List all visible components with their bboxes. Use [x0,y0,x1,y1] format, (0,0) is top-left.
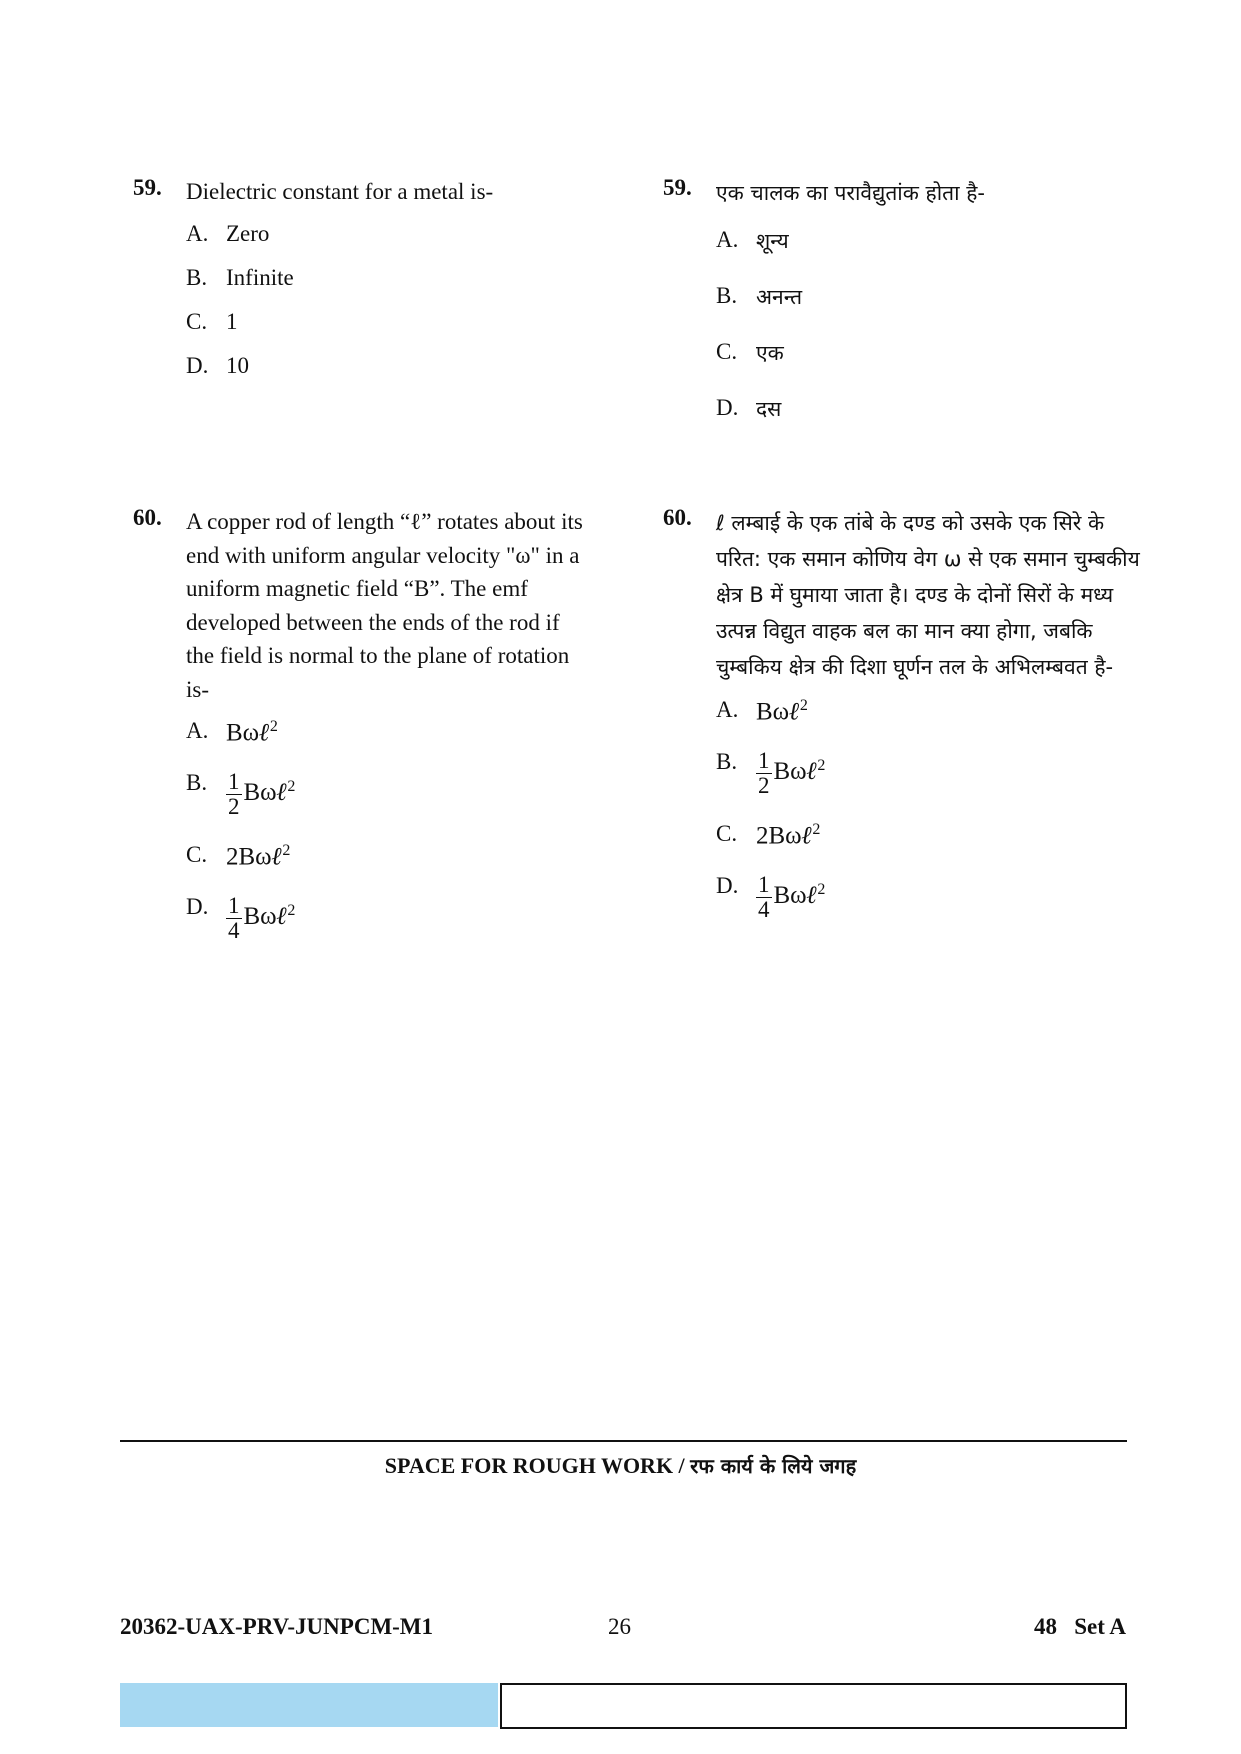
rough-work-label [0,1452,1241,1479]
options-list [186,718,593,966]
question-59-en [133,175,593,515]
fraction: $\frac{1}{4}$ [758,872,770,922]
option-d [716,395,1143,451]
question-60-en [133,505,593,966]
option-label: C. [186,308,208,334]
option-value: Infinite [226,264,294,290]
option-label: D. [716,395,739,420]
fraction: $\frac{1}{4}$ [228,893,240,943]
english-column [133,175,593,966]
options-list [716,697,1143,945]
option-value: अनन्त [756,285,803,309]
option-label: B. [186,770,208,795]
page-number: 26 [608,1614,631,1639]
option-formula: 2Bωℓ$^2$ [756,821,821,850]
question-text: Dielectric constant for a metal is- [186,179,494,204]
option-value: 10 [226,352,249,378]
rough-work-divider [120,1440,1127,1442]
option-label: B. [716,283,738,308]
option-label: D. [186,352,209,378]
option-formula: $\frac{1}{2}$ Bωℓ$^2$ [758,748,826,798]
question-text: ℓ लम्बाई के एक तांबे के दण्ड को उसके एक सिरे के परित: एक समान कोणिय वेग ω से एक समान चुम्बकीय क्षेत्र B में घुमाया जाता है। दण्ड के दोनों सिरों के मध्य उत्पन्न विद्युत वाहक बल का मान क्या होगा, जबकि चुम्बकिय क्षेत्र की दिशा घूर्णन तल के अभिलम्बवत है- [716,511,1140,679]
hindi-column [663,175,1143,945]
option-label: A. [186,220,209,246]
option-label: C. [186,842,208,867]
color-bar [120,1683,498,1727]
option-d [186,353,593,397]
option-label: D. [716,873,739,898]
question-text: A copper rod of length “ℓ” rotates about its end with uniform angular velocity "ω" in a uniform magnetic field “B”. The emf developed between the ends of the rod if the field is normal to the plane of rotation is- [186,509,583,702]
option-label: C. [716,821,738,846]
option-c [716,339,1143,395]
option-formula: $\frac{1}{2}$ Bωℓ$^2$ [228,769,296,819]
blank-box [500,1683,1127,1729]
option-formula: $\frac{1}{4}$ Bωℓ$^2$ [228,893,296,943]
option-label: C. [716,339,738,364]
option-formula: 2Bωℓ$^2$ [226,842,291,871]
option-c [186,309,593,353]
option-b [186,265,593,309]
option-label: A. [716,697,739,722]
option-formula: Bωℓ$^2$ [226,718,278,747]
question-60-hi [663,505,1143,945]
option-formula: $\frac{1}{4}$ Bωℓ$^2$ [758,872,826,922]
rough-work-english: SPACE FOR ROUGH WORK / [384,1453,685,1478]
option-a [186,718,593,770]
option-value: दस [756,397,782,421]
question-number: 59. [663,175,692,200]
option-a [716,227,1143,283]
set-label: 48 Set A [1034,1614,1126,1639]
question-number: 60. [663,505,692,530]
rough-work-hindi: रफ कार्य के लिये जगह [690,1454,857,1478]
option-c [186,842,593,894]
option-a [186,221,593,265]
option-value: शून्य [756,229,789,253]
option-c [716,821,1143,873]
option-value: Zero [226,220,270,246]
option-a [716,697,1143,749]
option-label: A. [186,718,209,743]
question-59-hi [663,175,1143,515]
question-number: 59. [133,175,162,200]
option-label: D. [186,894,209,919]
option-label: B. [716,749,738,774]
question-text: एक चालक का परावैद्युतांक होता है- [716,181,985,205]
options-list [186,221,593,397]
option-label: A. [716,227,739,252]
option-value: एक [756,341,784,365]
option-label: B. [186,264,208,290]
option-d [716,873,1143,945]
question-number: 60. [133,505,162,530]
fraction: $\frac{1}{2}$ [758,748,770,798]
paper-code: 20362-UAX-PRV-JUNPCM-M1 [120,1614,434,1639]
option-formula: Bωℓ$^2$ [756,697,808,726]
option-d [186,894,593,966]
option-b [186,770,593,842]
fraction: $\frac{1}{2}$ [228,769,240,819]
option-value: 1 [226,308,238,334]
option-b [716,283,1143,339]
options-list [716,227,1143,451]
option-b [716,749,1143,821]
